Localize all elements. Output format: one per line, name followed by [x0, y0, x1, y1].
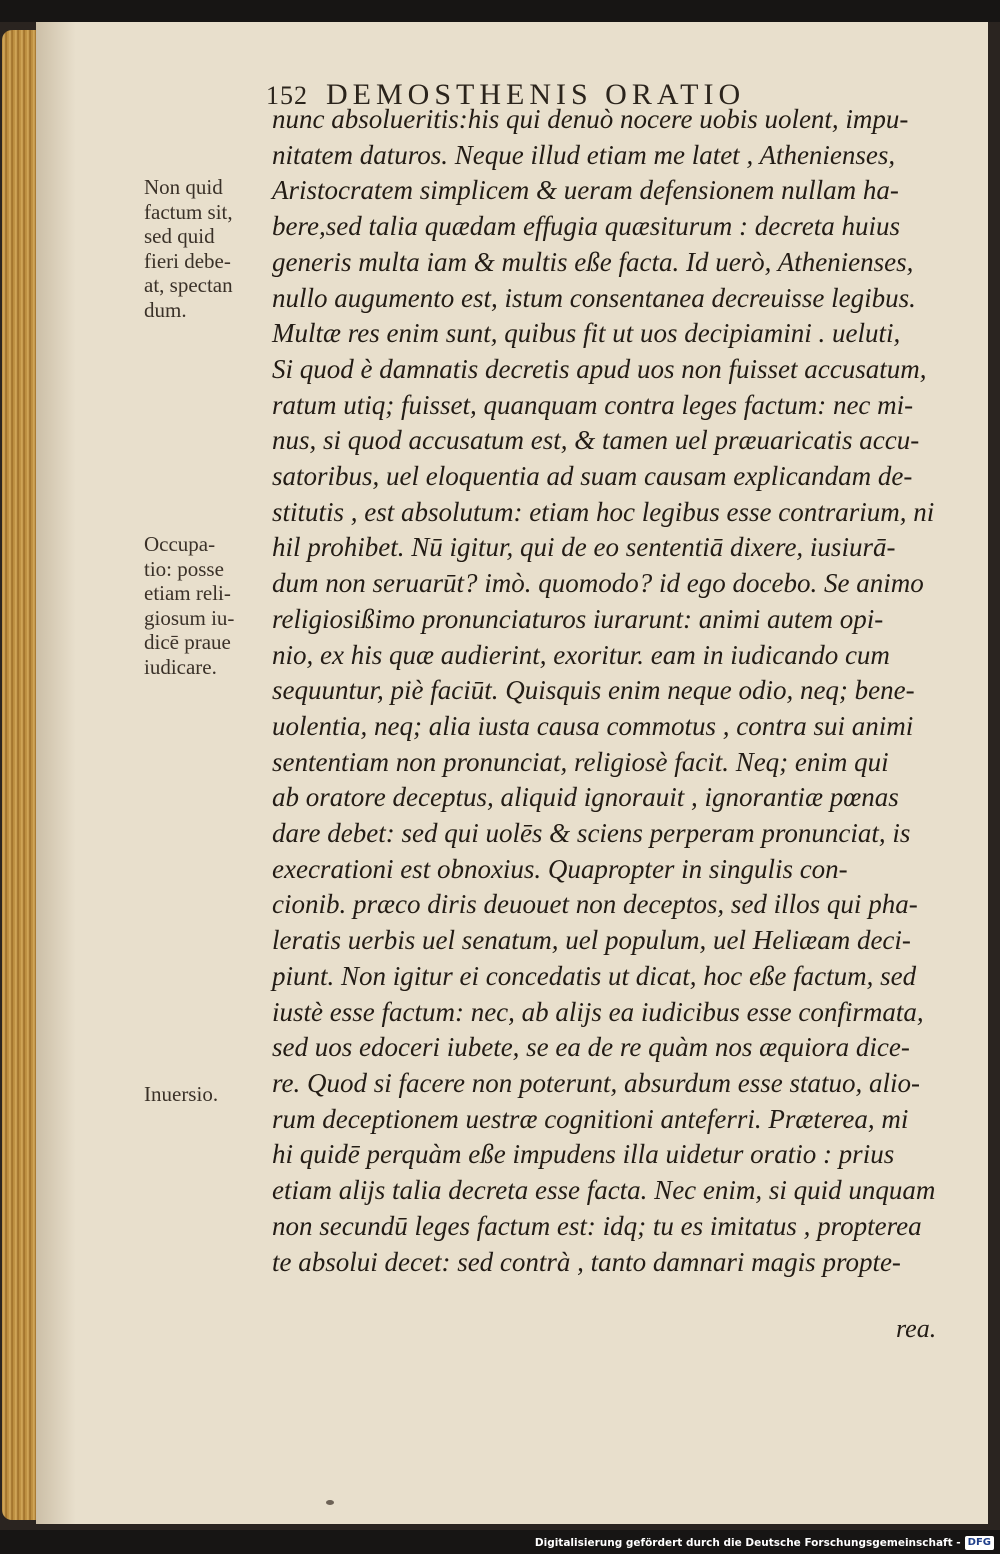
- text-line: dum non seruarūt? imò. quomodo? id ego docebo. Se animo: [272, 568, 924, 599]
- text-line: nio, ex his quæ audierint, exoritur. eam in iudicando cum: [272, 639, 890, 670]
- ink-smudge: [326, 1500, 334, 1505]
- running-title: DEMOSTHENIS ORATIO: [326, 78, 746, 111]
- text-line: leratis uerbis uel senatum, uel populum, uel Heliæam deci-: [272, 925, 911, 956]
- margin-note-line: Non quid: [144, 175, 223, 199]
- margin-note-line: sed quid: [144, 224, 215, 249]
- text-line: Aristocratem simplicem & ueram defensionem nullam ha-: [272, 175, 899, 206]
- text-line: execrationi est obnoxius. Quapropter in singulis con-: [272, 853, 848, 884]
- text-line: stitutis , est absolutum: etiam hoc legibus esse contrarium, ni: [272, 496, 935, 527]
- text-line: sequuntur, piè faciūt. Quisquis enim neque odio, neq; bene-: [272, 675, 915, 706]
- credit-text: Digitalisierung gefördert durch die Deutsche Forschungsgemeinschaft -: [534, 1537, 961, 1549]
- dfg-logo: DFG: [965, 1536, 994, 1550]
- text-line: hil prohibet. Nū igitur, qui de eo sententiā dixere, iusiurā-: [272, 532, 896, 563]
- text-line: iustè esse factum: nec, ab alijs ea iudicibus esse confirmata,: [272, 996, 924, 1027]
- margin-note-line: fieri debe-: [144, 248, 231, 273]
- text-line: etiam alijs talia decreta esse facta. Nec enim, si quid unquam: [272, 1175, 936, 1206]
- text-line: generis multa iam & multis eße facta. Id uerò, Athenienses,: [272, 246, 914, 277]
- book-scan: [0, 22, 1000, 1530]
- text-line: ratum utiq; fuisset, quanquam contra leges factum: nec mi-: [272, 389, 914, 420]
- margin-note-line: factum sit,: [144, 199, 233, 224]
- margin-note-line: Inuersio.: [144, 1082, 219, 1106]
- margin-note-line: giosum iu-: [144, 605, 235, 630]
- margin-note-line: at, spectan: [144, 273, 233, 298]
- text-line: bere,sed talia quædam effugia quæsiturum : decreta huius: [272, 211, 900, 242]
- body-text: [272, 102, 972, 1280]
- text-line: ab oratore deceptus, aliquid ignorauit , ignorantiæ pœnas: [272, 782, 899, 813]
- text-line: nitatem daturos. Neque illud etiam me latet , Athenienses,: [272, 139, 896, 170]
- margin-note-line: iudicare.: [144, 654, 217, 679]
- text-line: re. Quod si facere non poterunt, absurdum esse statuo, alio-: [272, 1067, 920, 1098]
- text-line: Multæ res enim sunt, quibus fit ut uos decipiamini . ueluti,: [272, 318, 901, 349]
- page-number: 152: [266, 81, 308, 110]
- text-line: te absolui decet: sed contrà , tanto damnari magis propte-: [272, 1246, 901, 1277]
- text-line: piunt. Non igitur ei concedatis ut dicat, hoc eße factum, sed: [272, 960, 917, 991]
- margin-note-line: dum.: [144, 297, 187, 322]
- text-line: nus, si quod accusatum est, & tamen uel præuaricatis accu-: [272, 425, 920, 456]
- margin-note-line: etiam reli-: [144, 581, 231, 606]
- text-line: sententiam non pronunciat, religiosè facit. Neq; enim qui: [272, 746, 889, 777]
- text-line: religiosißimo pronunciaturos iurarunt: animi autem opi-: [272, 603, 884, 634]
- book-page: [36, 22, 988, 1524]
- text-line: satoribus, uel eloquentia ad suam causam explicandam de-: [272, 461, 913, 492]
- text-line: nullo augumento est, istum consentanea decreuisse legibus.: [272, 282, 916, 313]
- text-line: cionib. præco diris deuouet non deceptos, sed illos qui pha-: [272, 889, 918, 920]
- margin-note: [144, 175, 274, 323]
- text-line: dare debet: sed qui uolēs & sciens perperam pronunciat, is: [272, 818, 911, 849]
- margin-note-line: dicē praue: [144, 630, 231, 655]
- digitization-credit: [535, 1534, 994, 1552]
- text-line: hi quidē perquàm eße impudens illa uidetur oratio : prius: [272, 1139, 895, 1170]
- text-line: uolentia, neq; alia iusta causa commotus , contra sui animi: [272, 710, 914, 741]
- margin-note-line: tio: posse: [144, 556, 224, 581]
- text-line: Si quod è damnatis decretis apud uos non fuisset accusatum,: [272, 353, 927, 384]
- text-line: sed uos edoceri iubete, se ea de re quàm nos æquiora dice-: [272, 1032, 910, 1063]
- text-line: rum deceptionem uestræ cognitioni anteferri. Præterea, mi: [272, 1103, 909, 1134]
- catchword: rea.: [896, 1314, 937, 1343]
- margin-note: [144, 1082, 274, 1107]
- margin-note-line: Occupa-: [144, 532, 216, 556]
- text-line: nunc absolueritis:his qui denuò nocere uobis uolent, impu-: [272, 104, 909, 134]
- text-line: non secundū leges factum est: idq; tu es imitatus , propterea: [272, 1210, 922, 1241]
- margin-note: [144, 532, 274, 680]
